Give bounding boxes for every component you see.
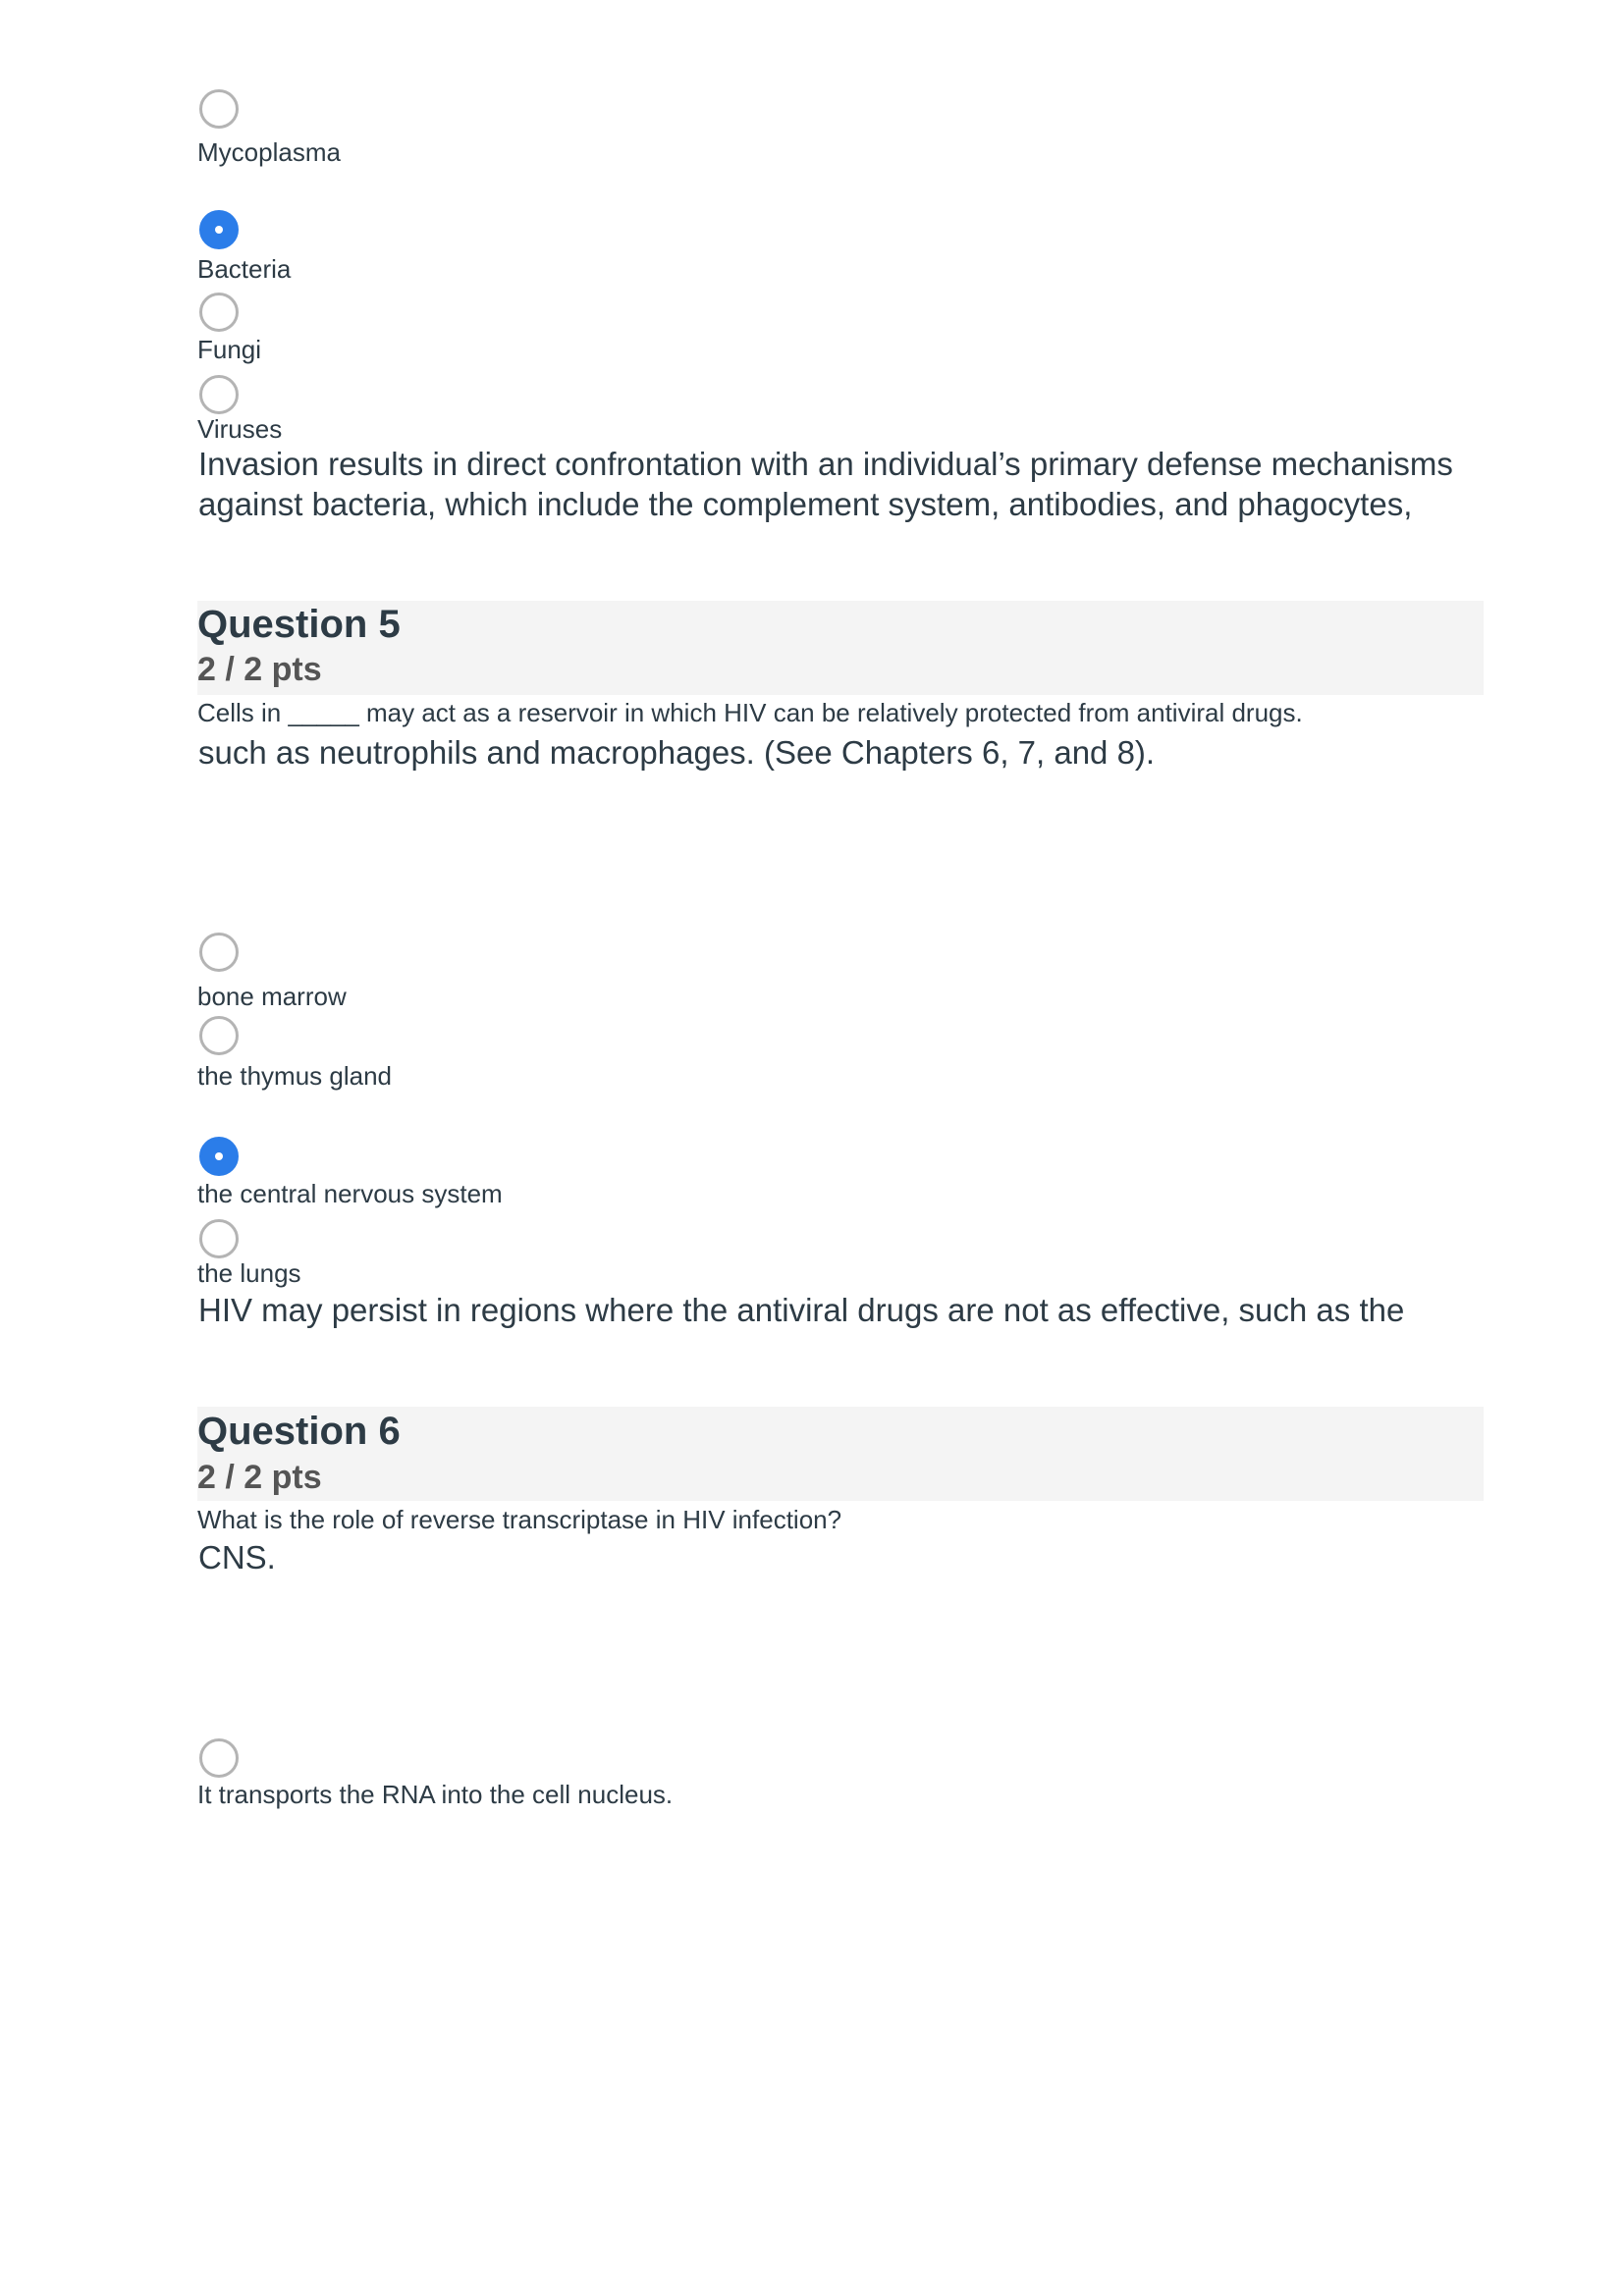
explanation-line: HIV may persist in regions where the antiviral drugs are not as effective, such as the [198, 1292, 1405, 1328]
radio-lungs[interactable] [199, 1219, 239, 1258]
explanation-carryover: such as neutrophils and macrophages. (See Chapters 6, 7, and 8). [198, 734, 1156, 771]
option-label: the thymus gland [197, 1061, 393, 1091]
option-label: It transports the RNA into the cell nucleus. [197, 1780, 674, 1809]
option-label: Mycoplasma [197, 137, 341, 167]
option-label: bone marrow [197, 982, 347, 1011]
radio-bone-marrow[interactable] [199, 933, 239, 972]
question-points: 2 / 2 pts [197, 1459, 322, 1496]
radio-viruses[interactable] [199, 375, 239, 414]
radio-fungi[interactable] [199, 293, 239, 332]
option-label: the lungs [197, 1258, 301, 1288]
radio-central-nervous-system[interactable] [199, 1137, 239, 1176]
option-label: Bacteria [197, 254, 292, 284]
explanation-line: against bacteria, which include the complement system, antibodies, and phagocytes, [198, 486, 1413, 522]
radio-mycoplasma[interactable] [199, 89, 239, 129]
radio-transports-rna[interactable] [199, 1738, 239, 1778]
radio-bacteria[interactable] [199, 210, 239, 249]
option-label: the central nervous system [197, 1179, 503, 1208]
question-points: 2 / 2 pts [197, 651, 322, 688]
question-text: What is the role of reverse transcriptase in HIV infection? [197, 1505, 842, 1534]
question-title: Question 6 [197, 1410, 401, 1453]
radio-thymus-gland[interactable] [199, 1016, 239, 1055]
option-label: Viruses [197, 414, 283, 444]
question-title: Question 5 [197, 603, 401, 646]
question-text: Cells in _____ may act as a reservoir in which HIV can be relatively protected from antiviral drugs. [197, 698, 1303, 727]
explanation-carryover: CNS. [198, 1539, 276, 1575]
explanation-line: Invasion results in direct confrontation with an individual’s primary defense mechanisms [198, 446, 1453, 482]
option-label: Fungi [197, 335, 262, 364]
